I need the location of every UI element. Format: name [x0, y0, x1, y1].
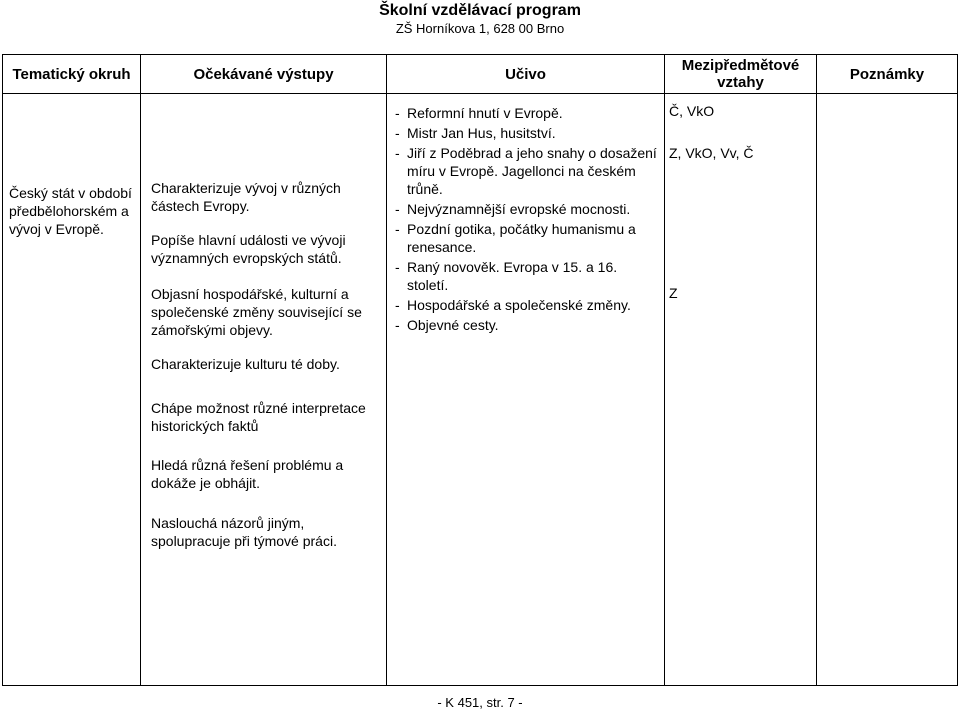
- topic-cell: [3, 94, 141, 686]
- curriculum-list: [395, 104, 660, 334]
- list-item: - Jiří z Poděbrad a jeho snahy o dosažení míru v Evropě. Jagellonci na českém trůně.: [395, 144, 660, 198]
- list-item: - Hospodářské a společenské změny.: [395, 296, 660, 314]
- outcome-item: Popíše hlavní události ve vývoji významných evropských států.: [151, 232, 346, 266]
- crosscurricular-item: Z: [669, 285, 678, 301]
- outcome-item: Charakterizuje vývoj v různých částech Evropy.: [151, 180, 341, 214]
- outcome-item: Chápe možnost různé interpretace historických faktů: [151, 400, 366, 434]
- list-item: - Nejvýznamnější evropské mocnosti.: [395, 200, 660, 218]
- outcomes-cell: [141, 94, 387, 686]
- document-title: Školní vzdělávací program: [379, 2, 581, 19]
- outcome-item: Naslouchá názorů jiným, spolupracuje při týmové práci.: [151, 515, 337, 549]
- crosscurricular-item: Č, VkO: [669, 103, 715, 119]
- outcome-item: Objasní hospodářské, kulturní a společenské změny související se zámořskými objevy.: [151, 286, 362, 338]
- table-header-row: [3, 55, 958, 94]
- list-item: - Raný novověk. Evropa v 15. a 16. století.: [395, 258, 660, 294]
- list-item: - Mistr Jan Hus, husitství.: [395, 124, 660, 142]
- column-header-curriculum: Učivo: [387, 55, 665, 94]
- column-header-notes: Poznámky: [817, 55, 958, 94]
- document-header: [0, 0, 960, 36]
- list-item: - Pozdní gotika, počátky humanismu a renesance.: [395, 220, 660, 256]
- crosscurricular-item: Z, VkO, Vv, Č: [669, 145, 754, 161]
- notes-cell: [817, 94, 958, 686]
- table-row: [3, 94, 958, 686]
- column-header-outcomes: Očekávané výstupy: [141, 55, 387, 94]
- curriculum-cell: [387, 94, 665, 686]
- school-address: ZŠ Horníkova 1, 628 00 Brno: [395, 21, 565, 36]
- column-header-crosscurricular: Mezipředmětové vztahy: [665, 55, 817, 94]
- outcome-item: Hledá různá řešení problému a dokáže je obhájit.: [151, 457, 344, 491]
- crosscurricular-cell: [665, 94, 817, 686]
- list-item: - Reformní hnutí v Evropě.: [395, 104, 660, 122]
- topic-text: Český stát v období předbělohorském a vývoj v Evropě.: [9, 185, 132, 237]
- outcome-item: Charakterizuje kulturu té doby.: [151, 356, 340, 372]
- column-header-topic: Tematický okruh: [3, 55, 141, 94]
- list-item: - Objevné cesty.: [395, 316, 660, 334]
- page-number: - K 451, str. 7 -: [437, 695, 523, 710]
- curriculum-table: [2, 54, 958, 686]
